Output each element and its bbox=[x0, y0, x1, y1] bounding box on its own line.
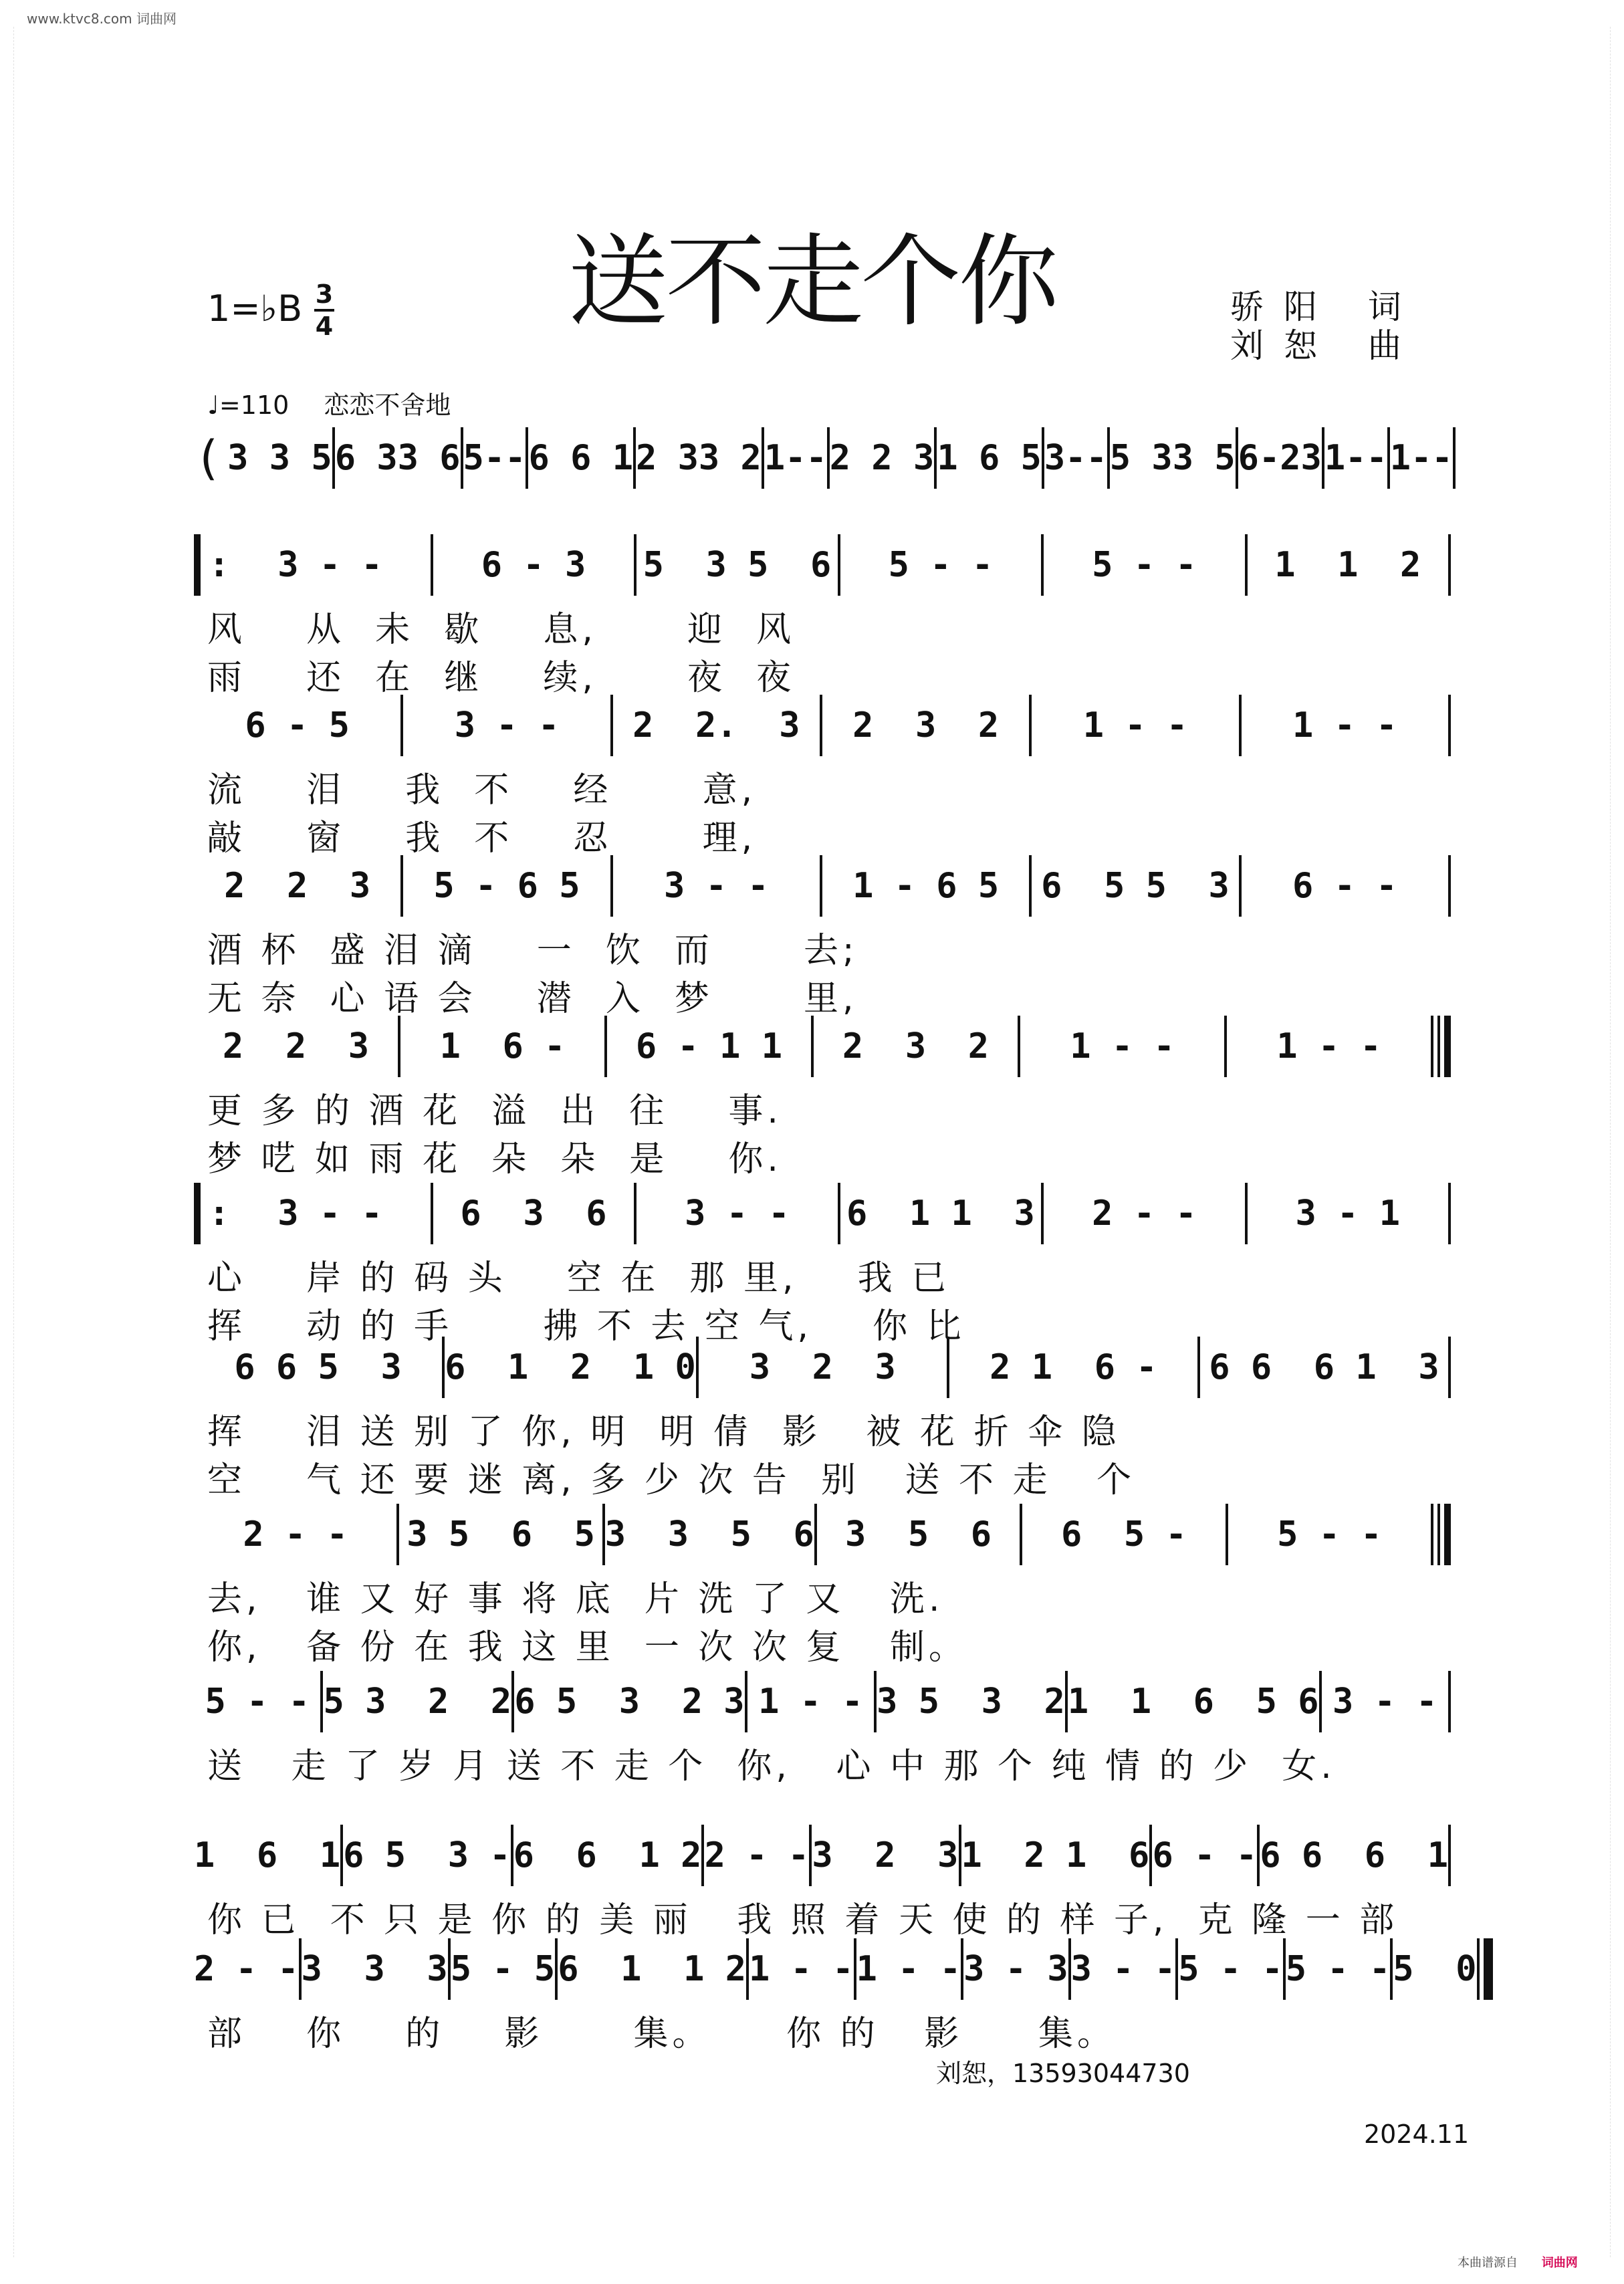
notation-row bbox=[194, 1010, 1451, 1083]
lyric-text: 雨 还 在 继 续, 夜 夜 bbox=[207, 657, 796, 698]
system-verse-1 bbox=[194, 528, 1451, 698]
lyric-text: 你, 备 份 在 我 这 里 一 次 次 复 制。 bbox=[207, 1627, 967, 1668]
time-signature-top: 3 bbox=[315, 279, 334, 309]
measure: 1 2 1 6 bbox=[961, 1825, 1153, 1886]
measure: 5 - - bbox=[1228, 1504, 1433, 1565]
measure: 6 - - bbox=[1152, 1825, 1260, 1886]
notation-row bbox=[194, 528, 1451, 602]
lyric-text: 挥 动 的 手 拂 不 去 空 气, 你 比 bbox=[207, 1306, 965, 1347]
measure: 1-- bbox=[1390, 427, 1456, 489]
lyric-line bbox=[194, 1131, 1451, 1179]
measure: 1 - - bbox=[856, 1938, 964, 2000]
repeat-end-barline bbox=[1437, 1504, 1451, 1565]
measure: 3 - - bbox=[636, 1183, 840, 1244]
measure: 3 - - bbox=[1071, 1938, 1179, 2000]
measure: 2 2 3 bbox=[194, 855, 403, 917]
notation-row bbox=[194, 1665, 1451, 1738]
system-verse-3 bbox=[194, 849, 1451, 1019]
system-chorus-2 bbox=[194, 1331, 1451, 1500]
repeat-start-barline bbox=[194, 1183, 229, 1244]
lyric-line bbox=[194, 1571, 1451, 1619]
credits bbox=[1230, 288, 1421, 365]
measure: 5 - - bbox=[840, 534, 1044, 596]
measure: 5 - - bbox=[1044, 534, 1247, 596]
measure: 2 2. 3 bbox=[613, 695, 822, 756]
measure: 6 6 6 1 3 bbox=[1200, 1337, 1451, 1398]
measure: 3 3 5 6 bbox=[605, 1504, 817, 1565]
measure: 1-- bbox=[1324, 427, 1390, 489]
measure: 5 0 bbox=[1393, 1938, 1479, 2000]
intro-parenthesis: ( bbox=[194, 431, 223, 485]
system-bridge-1 bbox=[194, 1665, 1451, 1787]
lyric-text: 风 从 未 歇 息, 迎 风 bbox=[207, 609, 796, 650]
measure: 5 - - bbox=[1178, 1938, 1286, 2000]
notation-row bbox=[194, 849, 1451, 923]
measure: 2 3 2 bbox=[814, 1016, 1020, 1077]
measure: 1 6 1 bbox=[194, 1825, 343, 1886]
notation-row bbox=[194, 1819, 1451, 1892]
measure: 1 - - bbox=[1020, 1016, 1227, 1077]
lyric-text: 部 你 的 影 集。 你 的 影 集。 bbox=[207, 2013, 1116, 2054]
system-verse-4 bbox=[194, 1010, 1451, 1179]
lyric-text: 空 气 还 要 迷 离, 多 少 次 告 别 送 不 走 个 bbox=[207, 1460, 1136, 1500]
measure: 6 33 6 bbox=[335, 427, 463, 489]
measure: 5 - - bbox=[1286, 1938, 1393, 2000]
measure: 6 5 3 - bbox=[343, 1825, 513, 1886]
measure: 3 5 3 2 bbox=[877, 1671, 1068, 1732]
measure: 3 - - bbox=[229, 1183, 433, 1244]
final-barline bbox=[1484, 1938, 1493, 2000]
measure: 6 6 6 1 bbox=[1260, 1825, 1451, 1886]
lyric-line bbox=[194, 1452, 1451, 1500]
measure: 1 - - bbox=[1242, 695, 1451, 756]
measure: 6 5 3 2 3 bbox=[514, 1671, 747, 1732]
measure: 6 1 1 2 bbox=[558, 1938, 749, 2000]
measure: 6 1 1 3 bbox=[840, 1183, 1044, 1244]
notation-row bbox=[194, 1331, 1451, 1404]
lyric-line bbox=[194, 1738, 1451, 1787]
footer-brand: 词曲网 bbox=[1541, 2256, 1578, 2270]
measure: 3 - - bbox=[403, 695, 612, 756]
measure: 6 - 5 bbox=[194, 695, 403, 756]
lyric-line bbox=[194, 923, 1451, 971]
measure: 6 5 5 3 bbox=[1032, 855, 1241, 917]
measure: 3 2 3 bbox=[812, 1825, 961, 1886]
measure: 6 5 - bbox=[1022, 1504, 1228, 1565]
measure: 2 - - bbox=[194, 1938, 302, 2000]
measure: 5 33 5 bbox=[1110, 427, 1238, 489]
measure: 3 2 3 bbox=[699, 1337, 949, 1398]
measure: 3 5 6 bbox=[817, 1504, 1022, 1565]
lyric-line bbox=[194, 1250, 1451, 1298]
measure: 5 - 6 5 bbox=[403, 855, 612, 917]
system-chorus-3 bbox=[194, 1498, 1451, 1668]
measure: 1 - - bbox=[1032, 695, 1241, 756]
measure: 2 1 6 - bbox=[949, 1337, 1200, 1398]
lyric-text: 敲 窗 我 不 忍 理, bbox=[207, 818, 757, 859]
repeat-start-barline bbox=[194, 534, 229, 596]
lyric-text: 流 泪 我 不 经 意, bbox=[207, 770, 757, 810]
lyric-line bbox=[194, 602, 1451, 650]
measure: 3 - 3 bbox=[963, 1938, 1071, 2000]
left-margin-strip bbox=[1, 27, 14, 2257]
measure: 2 33 2 bbox=[636, 427, 764, 489]
measure: 6 1 2 1 0 bbox=[445, 1337, 699, 1398]
time-signature bbox=[314, 281, 334, 340]
lyric-line bbox=[194, 1083, 1451, 1131]
measure: 3 - - bbox=[613, 855, 822, 917]
key-signature: 1=♭B bbox=[207, 288, 303, 330]
measure: 3-- bbox=[1044, 427, 1110, 489]
measure: 6 - - bbox=[1242, 855, 1451, 917]
lyric-text: 梦 呓 如 雨 花 朵 朵 是 你. bbox=[207, 1139, 782, 1179]
system-verse-2 bbox=[194, 689, 1451, 859]
time-signature-bottom: 4 bbox=[315, 312, 334, 341]
measure: 6 - 3 bbox=[433, 534, 636, 596]
lyric-text: 更 多 的 酒 花 溢 出 往 事. bbox=[207, 1091, 782, 1131]
measure: 2 3 2 bbox=[822, 695, 1032, 756]
lyric-text: 送 走 了 岁 月 送 不 走 个 你, 心 中 那 个 纯 情 的 少 女. bbox=[207, 1746, 1336, 1787]
lyric-line bbox=[194, 1619, 1451, 1668]
measure: 3 - - bbox=[1322, 1671, 1451, 1732]
lyric-line bbox=[194, 2006, 1451, 2054]
lyric-text: 心 岸 的 码 头 空 在 那 里, 我 已 bbox=[207, 1258, 951, 1298]
measure: 6 6 1 2 bbox=[513, 1825, 705, 1886]
system-chorus-1 bbox=[194, 1177, 1451, 1347]
measure: 1 - 6 5 bbox=[822, 855, 1032, 917]
measure: 6 6 1 bbox=[528, 427, 636, 489]
song-title: 送不走个你 bbox=[568, 224, 1056, 340]
site-watermark-text: www.ktvc8.com 词曲网 bbox=[27, 11, 177, 27]
measure: 1 - - bbox=[747, 1671, 877, 1732]
notation-row bbox=[194, 1498, 1451, 1571]
system-intro bbox=[194, 421, 1451, 495]
lyric-line bbox=[194, 762, 1451, 810]
right-margin-strip bbox=[1610, 27, 1623, 2257]
measure: 1-- bbox=[764, 427, 830, 489]
composer: 刘恕 曲 bbox=[1230, 326, 1421, 365]
lyric-text: 酒 杯 盛 泪 滴 一 饮 而 去; bbox=[207, 930, 858, 971]
lyric-text: 挥 泪 送 别 了 你, 明 明 倩 影 被 花 折 伞 隐 bbox=[207, 1411, 1121, 1452]
measure: 1 6 5 bbox=[937, 427, 1044, 489]
repeat-end-barline bbox=[1437, 1016, 1451, 1077]
lyric-line bbox=[194, 1404, 1451, 1452]
date: 2024.11 bbox=[1364, 2120, 1470, 2149]
measure: 1 - - bbox=[749, 1938, 856, 2000]
system-coda bbox=[194, 1932, 1477, 2054]
footer-credit bbox=[1458, 2253, 1578, 2271]
measure: 2 - - bbox=[704, 1825, 812, 1886]
measure: 3 3 3 bbox=[302, 1938, 451, 2000]
measure: 2 2 3 bbox=[194, 1016, 400, 1077]
measure: 2 - - bbox=[1044, 1183, 1247, 1244]
measure: 1 1 2 bbox=[1248, 534, 1451, 596]
contact-info: 刘恕，13593044730 bbox=[936, 2059, 1190, 2088]
footer-source: 本曲谱源自 bbox=[1458, 2256, 1518, 2270]
measure: 3 3 5 bbox=[227, 427, 335, 489]
notation-row bbox=[194, 689, 1451, 762]
tempo-marking bbox=[207, 384, 451, 421]
notation-row bbox=[194, 1932, 1477, 2006]
measure: 6-23 bbox=[1238, 427, 1324, 489]
measure: 1 1 6 5 6 bbox=[1068, 1671, 1322, 1732]
measure: 6 3 6 bbox=[433, 1183, 636, 1244]
lyric-text: 无 奈 心 语 会 潜 入 梦 里, bbox=[207, 978, 858, 1019]
notation-row bbox=[194, 1177, 1451, 1250]
measure: 2 - - bbox=[194, 1504, 399, 1565]
expression-mark: 恋恋不舍地 bbox=[324, 390, 451, 420]
measure: 3 - 1 bbox=[1248, 1183, 1451, 1244]
lyricist: 骄阳 词 bbox=[1230, 288, 1421, 326]
measure: 5 3 2 2 bbox=[323, 1671, 514, 1732]
measure: 5 - 5 bbox=[451, 1938, 558, 2000]
measure: 5 - - bbox=[194, 1671, 323, 1732]
notation-row bbox=[194, 421, 1451, 495]
lyric-text: 去, 谁 又 好 事 将 底 片 洗 了 又 洗. bbox=[207, 1579, 944, 1619]
measure: 3 5 6 5 bbox=[399, 1504, 604, 1565]
measure: 3 - - bbox=[229, 534, 433, 596]
measure: 6 - 1 1 bbox=[607, 1016, 814, 1077]
measure: 1 - - bbox=[1227, 1016, 1433, 1077]
measure: 2 2 3 bbox=[830, 427, 937, 489]
lyric-text: 你 已 不 只 是 你 的 美 丽 我 照 着 天 使 的 样 子, 克 隆 一 部 bbox=[207, 1900, 1399, 1940]
measure: 5-- bbox=[463, 427, 529, 489]
system-bridge-2 bbox=[194, 1819, 1451, 1940]
measure: 1 6 - bbox=[400, 1016, 607, 1077]
tempo-value: ♩=110 bbox=[207, 390, 289, 420]
measure: 5 3 5 6 bbox=[636, 534, 840, 596]
measure: 6 6 5 3 bbox=[194, 1337, 445, 1398]
